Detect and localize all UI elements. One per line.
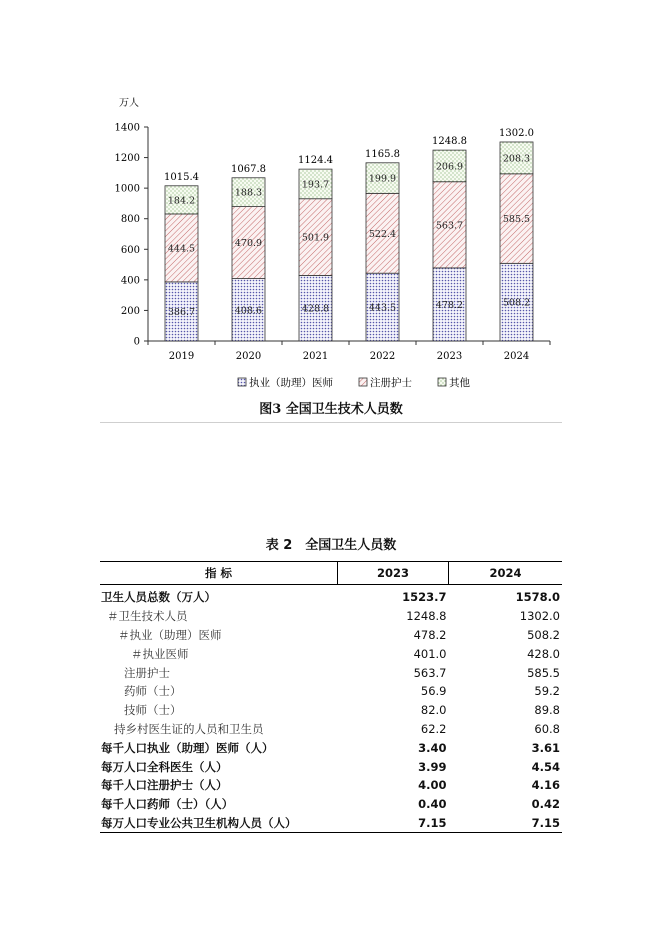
legend-label: 其他 <box>449 377 470 389</box>
y-tick-label: 1200 <box>114 153 140 165</box>
x-tick-label: 2020 <box>235 351 262 362</box>
value-2024: 585.5 <box>527 665 560 680</box>
data-label: 522.4 <box>368 228 397 240</box>
data-label: 428.8 <box>301 303 330 315</box>
table-row <box>100 585 562 607</box>
data-label: 408.6 <box>234 305 263 317</box>
y-tick-label: 1400 <box>114 122 140 134</box>
data-label: 199.9 <box>368 173 397 185</box>
value-2023: 401.0 <box>413 646 447 661</box>
table-row <box>100 795 562 814</box>
data-label: 188.3 <box>234 187 263 199</box>
value-2023: 0.40 <box>418 797 447 812</box>
value-2024: 1578.0 <box>515 590 560 605</box>
legend <box>238 376 470 389</box>
data-label: 563.7 <box>435 220 464 232</box>
table-row <box>100 644 562 663</box>
row-label: 每千人口注册护士（人） <box>101 778 228 793</box>
value-2024: 59.2 <box>534 684 560 699</box>
total-label: 1165.8 <box>365 148 400 160</box>
row-label: 每千人口药师（士）（人） <box>101 797 234 812</box>
table-row <box>100 663 562 682</box>
data-label: 470.9 <box>234 238 263 250</box>
y-tick-label: 200 <box>120 305 140 317</box>
value-2023: 62.2 <box>420 721 447 736</box>
stacked-bar-chart <box>0 0 662 425</box>
row-label: 每万人口专业公共卫生机构人员（人） <box>100 814 338 833</box>
row-label: ＃执业（助理）医师 <box>118 627 222 642</box>
header-2023: 2023 <box>338 562 449 585</box>
row-label: 持乡村医生证的人员和卫生员 <box>114 721 264 736</box>
value-2024: 3.61 <box>531 740 560 755</box>
value-2023: 1248.8 <box>406 609 447 624</box>
table-row <box>100 607 562 626</box>
data-label: 508.2 <box>502 297 531 309</box>
table-row <box>100 701 562 720</box>
value-2023: 4.00 <box>418 778 447 793</box>
value-2023: 56.9 <box>420 684 447 699</box>
row-label: 药师（士） <box>124 684 182 699</box>
x-tick-label: 2019 <box>168 351 195 362</box>
total-label: 1302.0 <box>499 127 534 139</box>
x-tick-label: 2022 <box>369 351 396 362</box>
header-2024: 2024 <box>449 562 563 585</box>
value-2024: 89.8 <box>534 703 560 718</box>
row-label: 每万人口全科医生（人） <box>101 759 228 774</box>
header-indicator: 指 标 <box>100 562 338 585</box>
table-row <box>100 757 562 776</box>
row-label: 卫生人员总数（万人） <box>101 590 216 605</box>
legend-swatch <box>438 378 446 386</box>
row-label: 技师（士） <box>124 703 182 718</box>
x-tick-label: 2024 <box>503 351 530 362</box>
x-tick-label: 2021 <box>302 351 329 362</box>
value-2024: 508.2 <box>527 627 560 642</box>
value-2024: 0.42 <box>531 797 560 812</box>
row-label: ＃卫生技术人员 <box>107 609 188 624</box>
legend-swatch <box>238 378 246 386</box>
y-tick-label: 800 <box>120 214 140 226</box>
table-row <box>100 738 562 757</box>
value-2024: 428.0 <box>527 646 560 661</box>
value-2024: 4.54 <box>531 759 560 774</box>
data-label: 501.9 <box>301 232 330 244</box>
value-2023: 1523.7 <box>402 590 447 605</box>
value-2024: 1302.0 <box>519 609 560 624</box>
legend-label: 执业（助理）医师 <box>249 377 333 389</box>
legend-label: 注册护士 <box>370 377 412 389</box>
legend-swatch <box>359 378 367 386</box>
total-label: 1124.4 <box>298 155 333 167</box>
row-label: 每千人口执业（助理）医师（人） <box>101 740 274 755</box>
data-label: 444.5 <box>167 243 196 255</box>
total-label: 1067.8 <box>231 163 266 175</box>
data-label: 386.7 <box>167 306 196 318</box>
value-2023: 3.99 <box>418 759 447 774</box>
total-label: 1248.8 <box>432 136 467 148</box>
table-row <box>100 720 562 739</box>
table-title: 表 2 全国卫生人员数 <box>265 538 397 553</box>
table-row <box>100 776 562 795</box>
value-2024: 7.15 <box>449 814 563 833</box>
table-row <box>100 682 562 701</box>
total-label: 1015.4 <box>164 171 199 183</box>
value-2023: 3.40 <box>418 740 447 755</box>
table-row <box>100 814 562 833</box>
data-label: 184.2 <box>167 195 196 207</box>
data-label: 585.5 <box>502 214 531 226</box>
value-2023: 478.2 <box>413 627 447 642</box>
y-axis-unit-label: 万人 <box>119 98 139 109</box>
value-2024: 60.8 <box>534 721 560 736</box>
row-label: ＃执业医师 <box>131 646 189 661</box>
data-label: 193.7 <box>301 179 330 191</box>
data-label: 443.5 <box>368 302 397 314</box>
table-header-row <box>100 562 562 585</box>
row-label: 注册护士 <box>124 665 170 680</box>
value-2023: 7.15 <box>338 814 449 833</box>
y-tick-label: 600 <box>120 244 140 256</box>
value-2024: 4.16 <box>531 778 560 793</box>
table-row <box>100 626 562 645</box>
y-tick-label: 400 <box>120 275 140 287</box>
data-label: 208.3 <box>502 153 531 165</box>
divider <box>100 422 562 423</box>
data-label: 206.9 <box>435 161 464 173</box>
data-label: 478.2 <box>435 299 464 311</box>
value-2023: 563.7 <box>413 665 447 680</box>
y-tick-label: 0 <box>133 336 140 348</box>
x-tick-label: 2023 <box>436 351 463 362</box>
value-2023: 82.0 <box>420 703 447 718</box>
personnel-table <box>100 561 562 833</box>
figure-caption: 图3 全国卫生技术人员数 <box>259 402 403 417</box>
y-tick-label: 1000 <box>114 183 140 195</box>
